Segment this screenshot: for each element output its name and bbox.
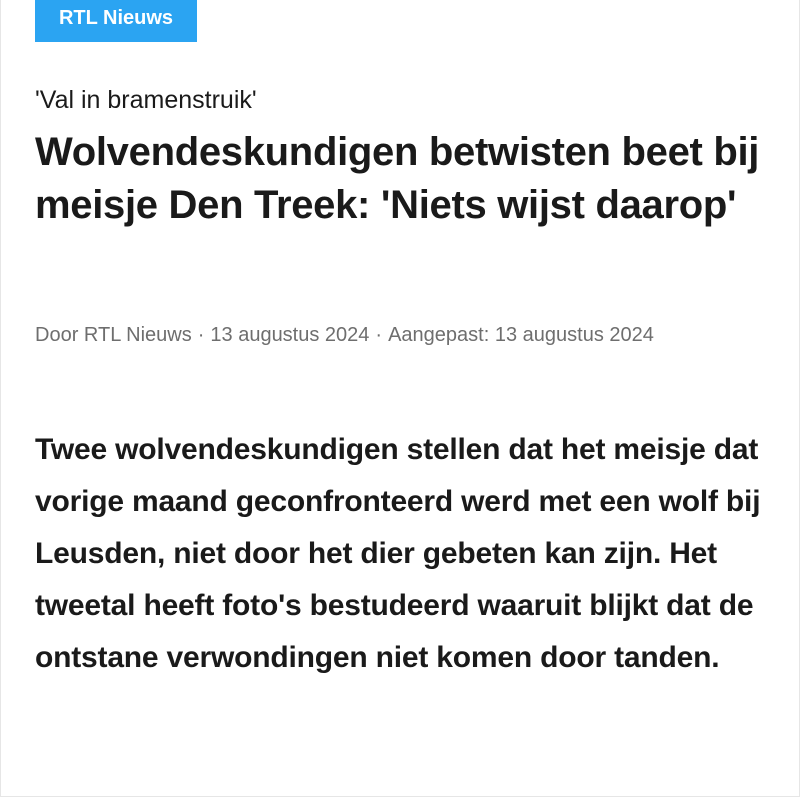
article-published-date: 13 augustus 2024 (210, 324, 370, 346)
article-kicker: 'Val in bramenstruik' (35, 86, 257, 114)
meta-separator: · (197, 324, 205, 346)
meta-separator: · (375, 324, 383, 346)
brand-tag-rtl-nieuws[interactable]: RTL Nieuws (35, 0, 197, 42)
article-headline: Wolvendeskundigen betwisten beet bij meisje Den Treek: 'Niets wijst daarop' (35, 130, 760, 227)
article-author[interactable]: Door RTL Nieuws (35, 324, 192, 346)
article-updated-date: Aangepast: 13 augustus 2024 (388, 324, 654, 346)
article-meta (35, 320, 755, 350)
article-lead-paragraph: Twee wolvendeskundigen stellen dat het meisje dat vorige maand geconfronteerd werd met een wolf bij Leusden, niet door het dier gebeten kan zijn. Het tweetal heeft foto's bestudeerd waaruit blijkt dat de ontstane verwondingen niet komen door tanden. (35, 433, 761, 674)
